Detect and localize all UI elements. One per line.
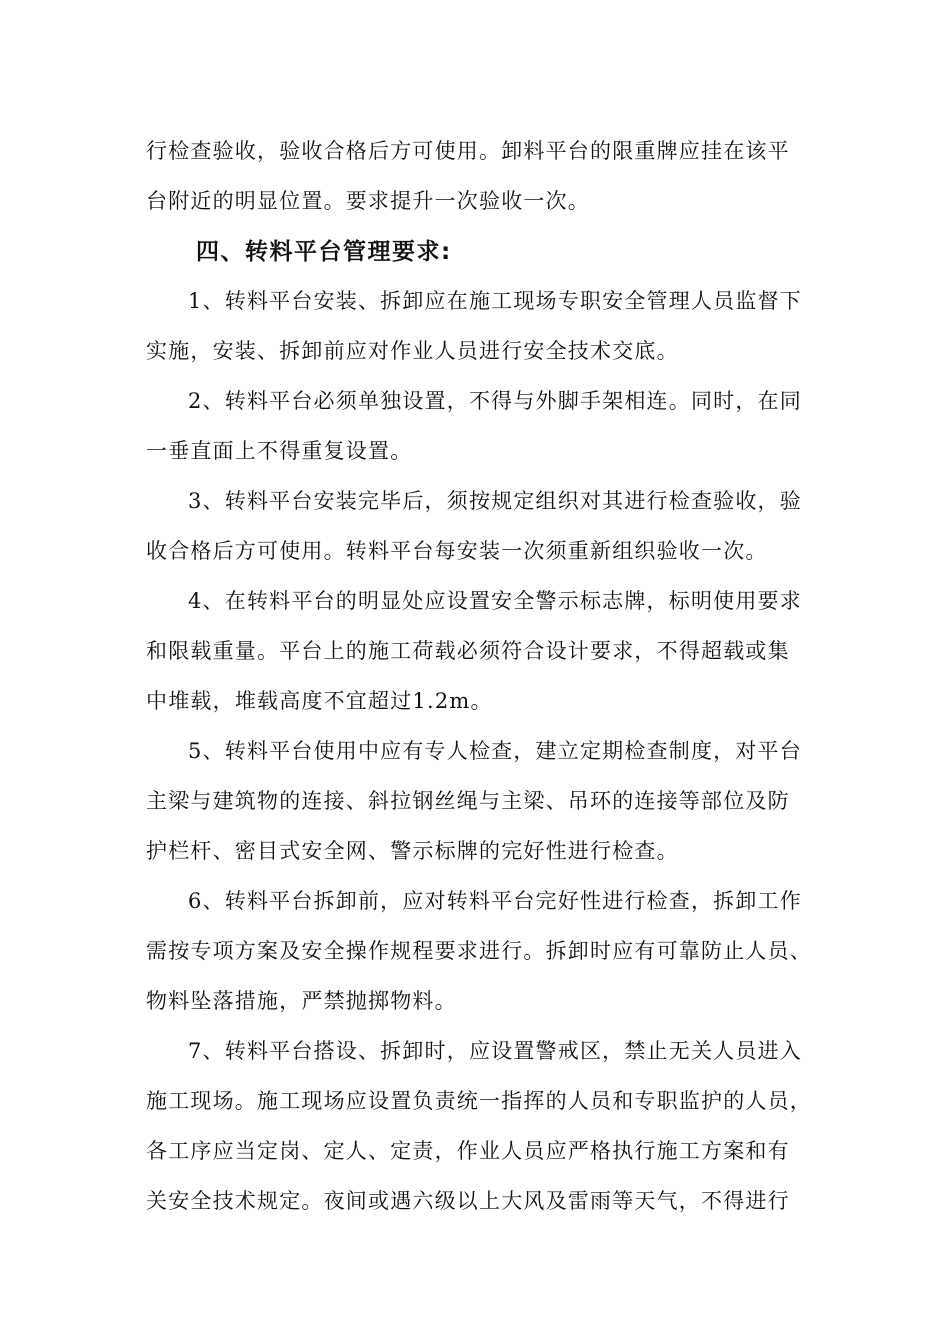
paragraph-first-line: 1、转料平台安装、拆卸应在施工现场专职安全管理人员监督下 [188, 289, 802, 313]
paragraph-first-line: 5、转料平台使用中应有专人检查，建立定期检查制度，对平台 [188, 739, 802, 763]
text-line: 和限载重量。平台上的施工荷载必须符合设计要求，不得超载或集 [146, 639, 790, 663]
text-line: 护栏杆、密目式安全网、警示标牌的完好性进行检查。 [146, 839, 679, 863]
text-line: 需按专项方案及安全操作规程要求进行。拆卸时应有可靠防止人员、 [146, 939, 812, 963]
text-line: 行检查验收，验收合格后方可使用。卸料平台的限重牌应挂在该平 [146, 139, 790, 163]
paragraph-first-line: 3、转料平台安装完毕后，须按规定组织对其进行检查验收，验 [188, 489, 802, 513]
section-heading: 四、转料平台管理要求: [196, 239, 452, 265]
text-line: 实施，安装、拆卸前应对作业人员进行安全技术交底。 [146, 339, 679, 363]
text-line: 主梁与建筑物的连接、斜拉钢丝绳与主梁、吊环的连接等部位及防 [146, 789, 790, 813]
text-line: 中堆载，堆载高度不宜超过1.2m。 [146, 689, 493, 713]
paragraph-first-line: 6、转料平台拆卸前，应对转料平台完好性进行检查，拆卸工作 [188, 889, 802, 913]
text-line: 各工序应当定岗、定人、定责，作业人员应严格执行施工方案和有 [146, 1139, 790, 1163]
text-line: 一垂直面上不得重复设置。 [146, 439, 413, 463]
text-line: 物料坠落措施，严禁抛掷物料。 [146, 989, 457, 1013]
paragraph-first-line: 2、转料平台必须单独设置，不得与外脚手架相连。同时，在同 [188, 389, 802, 413]
text-line: 台附近的明显位置。要求提升一次验收一次。 [146, 189, 590, 213]
text-line: 收合格后方可使用。转料平台每安装一次须重新组织验收一次。 [146, 539, 768, 563]
paragraph-first-line: 7、转料平台搭设、拆卸时，应设置警戒区，禁止无关人员进入 [188, 1039, 802, 1063]
text-line: 关安全技术规定。夜间或遇六级以上大风及雷雨等天气，不得进行 [146, 1189, 790, 1213]
paragraph-first-line: 4、在转料平台的明显处应设置安全警示标志牌，标明使用要求 [188, 589, 802, 613]
text-line: 施工现场。施工现场应设置负责统一指挥的人员和专职监护的人员， [146, 1089, 812, 1113]
